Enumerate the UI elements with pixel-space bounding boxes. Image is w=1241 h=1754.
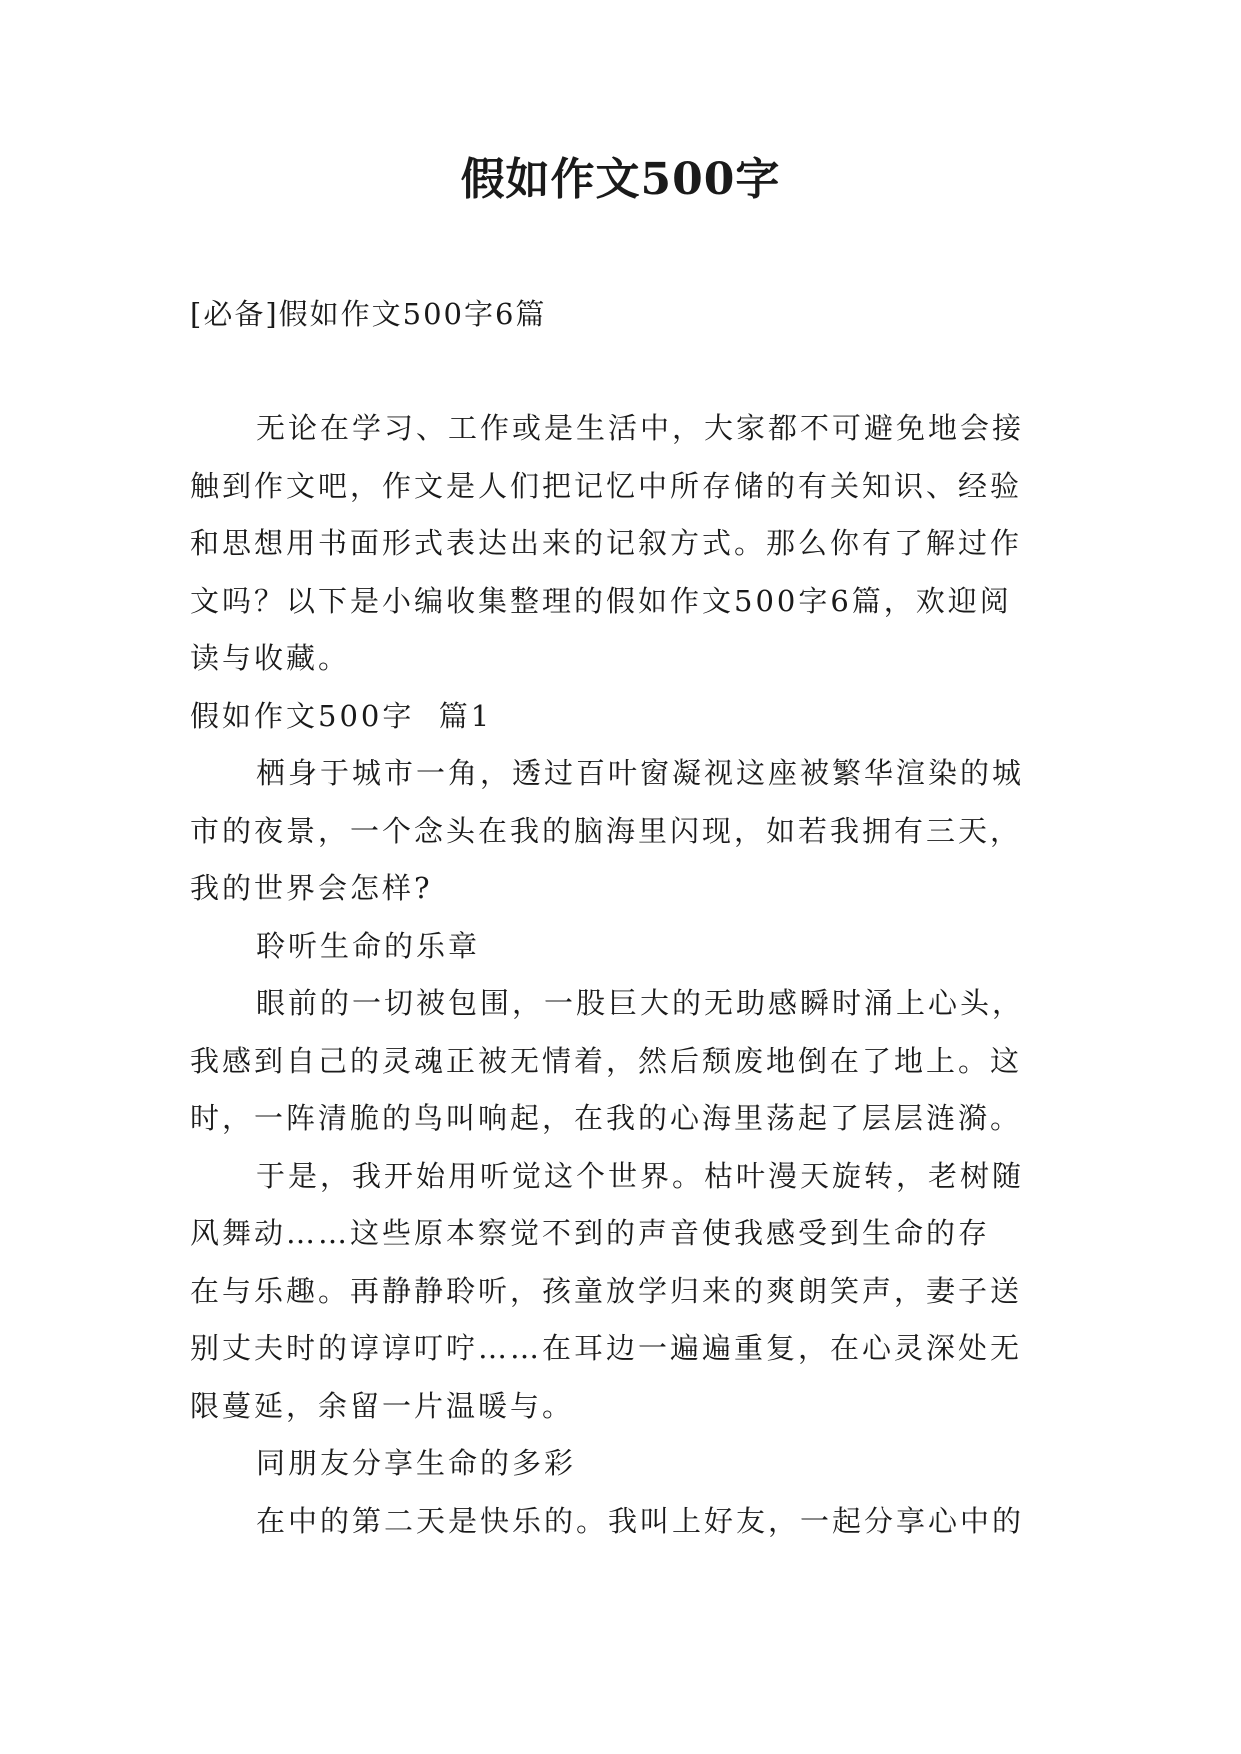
intro-paragraph <box>190 400 1050 688</box>
text-line: 我感到自己的灵魂正被无情着，然后颓废地倒在了地上。这 <box>190 1043 1023 1078</box>
text-line: 和思想用书面形式表达出来的记叙方式。那么你有了解过作 <box>190 526 1023 560</box>
text-line: 风舞动……这些原本察觉不到的声音使我感受到生命的存 <box>190 1216 991 1250</box>
document-subtitle: [必备]假如作文500字6篇 <box>190 297 547 331</box>
text-line: 于是，我开始用听觉这个世界。枯叶漫天旋转，老树随 <box>256 1158 1025 1193</box>
paragraph-4 <box>190 1493 1050 1551</box>
text-line: 文吗？以下是小编收集整理的假如作文500字6篇，欢迎阅 <box>190 583 1012 618</box>
document-title: 假如作文500字 <box>460 154 781 205</box>
text-line: 时，一阵清脆的鸟叫响起，在我的心海里荡起了层层涟漪。 <box>190 1101 1023 1135</box>
section-heading: 假如作文500字 篇1 <box>190 698 493 733</box>
text-line: 别丈夫时的谆谆叮咛……在耳边一遍遍重复，在心灵深处无 <box>190 1331 1023 1365</box>
paragraph-1 <box>190 745 1050 918</box>
text-line: 在中的第二天是快乐的。我叫上好友，一起分享心中的 <box>256 1503 1025 1538</box>
text-line: 我的世界会怎样? <box>190 871 433 905</box>
text-line: 限蔓延，余留一片温暖与。 <box>190 1388 575 1423</box>
text-line: 市的夜景，一个念头在我的脑海里闪现，如若我拥有三天， <box>190 813 1023 848</box>
paragraph-2 <box>190 975 1050 1148</box>
subheading-1: 聆听生命的乐章 <box>256 928 481 963</box>
document-body <box>190 400 1050 1550</box>
text-line: 读与收藏。 <box>190 641 351 675</box>
text-line: 栖身于城市一角，透过百叶窗凝视这座被繁华渲染的城 <box>256 756 1025 790</box>
text-line: 在与乐趣。再静静聆听，孩童放学归来的爽朗笑声，妻子送 <box>190 1273 1023 1308</box>
text-line: 无论在学习、工作或是生活中，大家都不可避免地会接 <box>256 411 1025 445</box>
paragraph-3 <box>190 1148 1050 1436</box>
subheading-2: 同朋友分享生命的多彩 <box>256 1446 577 1480</box>
text-line: 眼前的一切被包围，一股巨大的无助感瞬时涌上心头， <box>256 986 1025 1020</box>
text-line: 触到作文吧，作文是人们把记忆中所存储的有关知识、经验 <box>190 468 1023 503</box>
